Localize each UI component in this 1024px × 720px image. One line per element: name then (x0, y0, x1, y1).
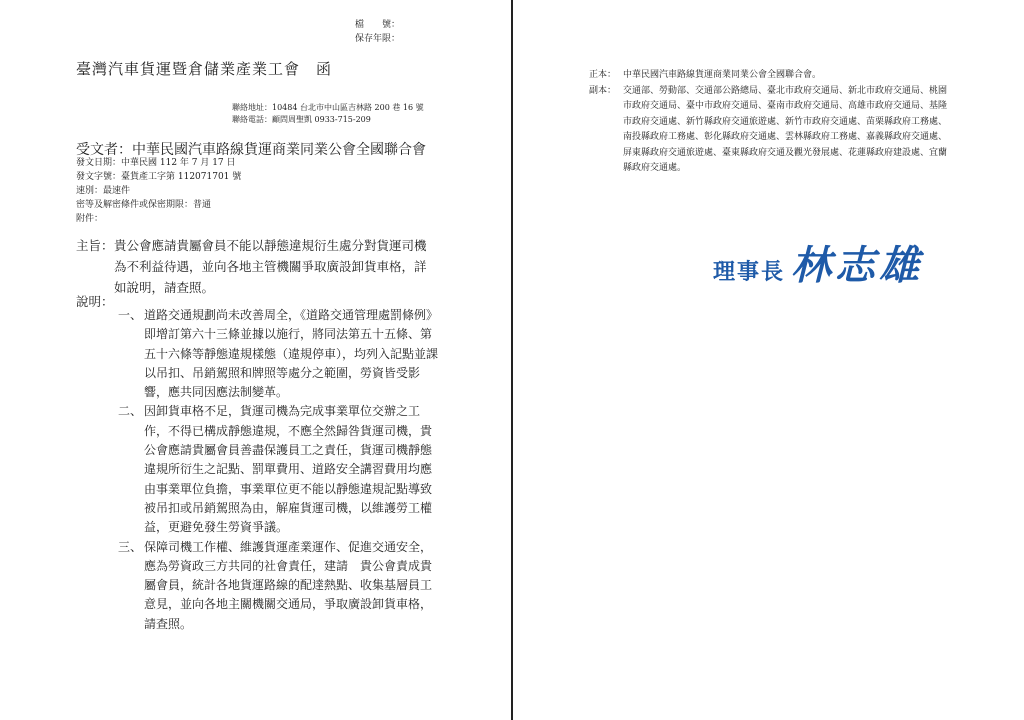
subject-text: 貴公會應請貴屬會員不能以靜態違規衍生處分對貨運司機為不利益待遇，並向各地主管機關爭取廣設卸貨車格，詳如說明，請查照。 (114, 238, 427, 295)
main-recipient-label: 正本： (589, 70, 617, 80)
chairman-signature-stamp (713, 234, 923, 291)
file-reference (355, 18, 400, 46)
item-number: 二、 (118, 404, 143, 419)
contact-phone: 聯絡電話：顧問周聖凱 0933-715-209 (232, 115, 371, 124)
explanation-list (118, 306, 438, 634)
file-number-label: 檔 號： (355, 20, 401, 30)
subject-label: 主旨： (76, 238, 114, 253)
main-recipient-text: 中華民國汽車路線貨運商業同業公會全國聯合會。 (623, 70, 822, 80)
main-recipient-row (589, 68, 949, 84)
copy-recipients-label: 副本： (589, 85, 617, 96)
distribution-list (589, 68, 949, 177)
signature-title: 理事長 (713, 259, 786, 285)
explanation-item (118, 402, 438, 537)
item-text: 保障司機工作權、維護貨運產業運作、促進交通安全，應為勞資政三方共同的社會責任，建請 貴公會責成貴屬會員，統計各地貨運路線的配達熱點、收集基層員工意見，並向各地主關機關交通局，爭取廣設卸貨車格，請查照。 (144, 539, 433, 631)
copy-recipients-row (589, 84, 949, 177)
item-text: 道路交通規劃尚未改善周全，《道路交通管理處罰條例》即增訂第六十三條並據以施行，將同法第五十五條、第五十六條等靜態違規樣態（違規停車），均列入記點並課以吊扣、吊銷駕照和牌照等處分之範圍，勞資皆受影響，應共同因應法制變革。 (144, 308, 439, 400)
item-number: 三、 (118, 539, 143, 554)
retention-period-label: 保存年限： (355, 34, 401, 44)
document-number: 發文字號：臺貨產工字第 112071701 號 (76, 172, 242, 182)
recipient-line: 受文者：中華民國汽車路線貨運商業同業公會全國聯合會 (76, 142, 426, 158)
document-metadata (76, 156, 241, 226)
item-text: 因卸貨車格不足，貨運司機為完成事業單位交辦之工作，不得已構成靜態違規，不應全然歸咎貨運司機，貴公會應請貴屬會員善盡保護員工之責任，貨運司機靜態違規所衍生之記點、罰單費用、道路安全講習費用均應由事業單位負擔，事業單位更不能以靜態違規記點導致被吊扣或吊銷駕照為由，解雇貨運司機，以維護勞工權益，更避免發生勞資爭議。 (144, 404, 433, 535)
classification: 密等及解密條件或保密期限：普通 (76, 200, 212, 210)
document-title: 臺灣汽車貨運暨倉儲業產業工會 函 (76, 60, 333, 78)
copy-recipients-text: 交通部、勞動部、交通部公路總局、臺北市政府交通局、新北市政府交通局、桃園市政府交通局、臺中市政府交通局、臺南市政府交通局、高雄市政府交通局、基隆市政府交通處、新竹縣政府交通旅遊處、新竹市政府交通處、苗栗縣政府工務處、南投縣政府工務處、彰化縣政府交通處、雲林縣政府工務處、嘉義縣政府交通處、屏東縣政府交通旅遊處、臺東縣政府交通及觀光發展處、花蓮縣政府建設處、宜蘭縣政府交通處。 (623, 85, 948, 173)
item-number: 一、 (118, 308, 143, 322)
contact-info (232, 102, 424, 126)
attachments: 附件： (76, 214, 104, 224)
signature-name: 林志雄 (791, 242, 924, 289)
contact-address: 聯絡地址：10484 台北市中山區吉林路 200 巷 16 號 (232, 103, 424, 112)
left-page (0, 0, 511, 720)
issue-date: 發文日期：中華民國 112 年 7 月 17 日 (76, 158, 236, 168)
explanation-item (118, 306, 438, 402)
explanation-label: 說明： (76, 294, 114, 309)
explanation-item (118, 538, 438, 634)
right-page (513, 0, 1024, 720)
urgency: 速別：最速件 (76, 186, 131, 196)
